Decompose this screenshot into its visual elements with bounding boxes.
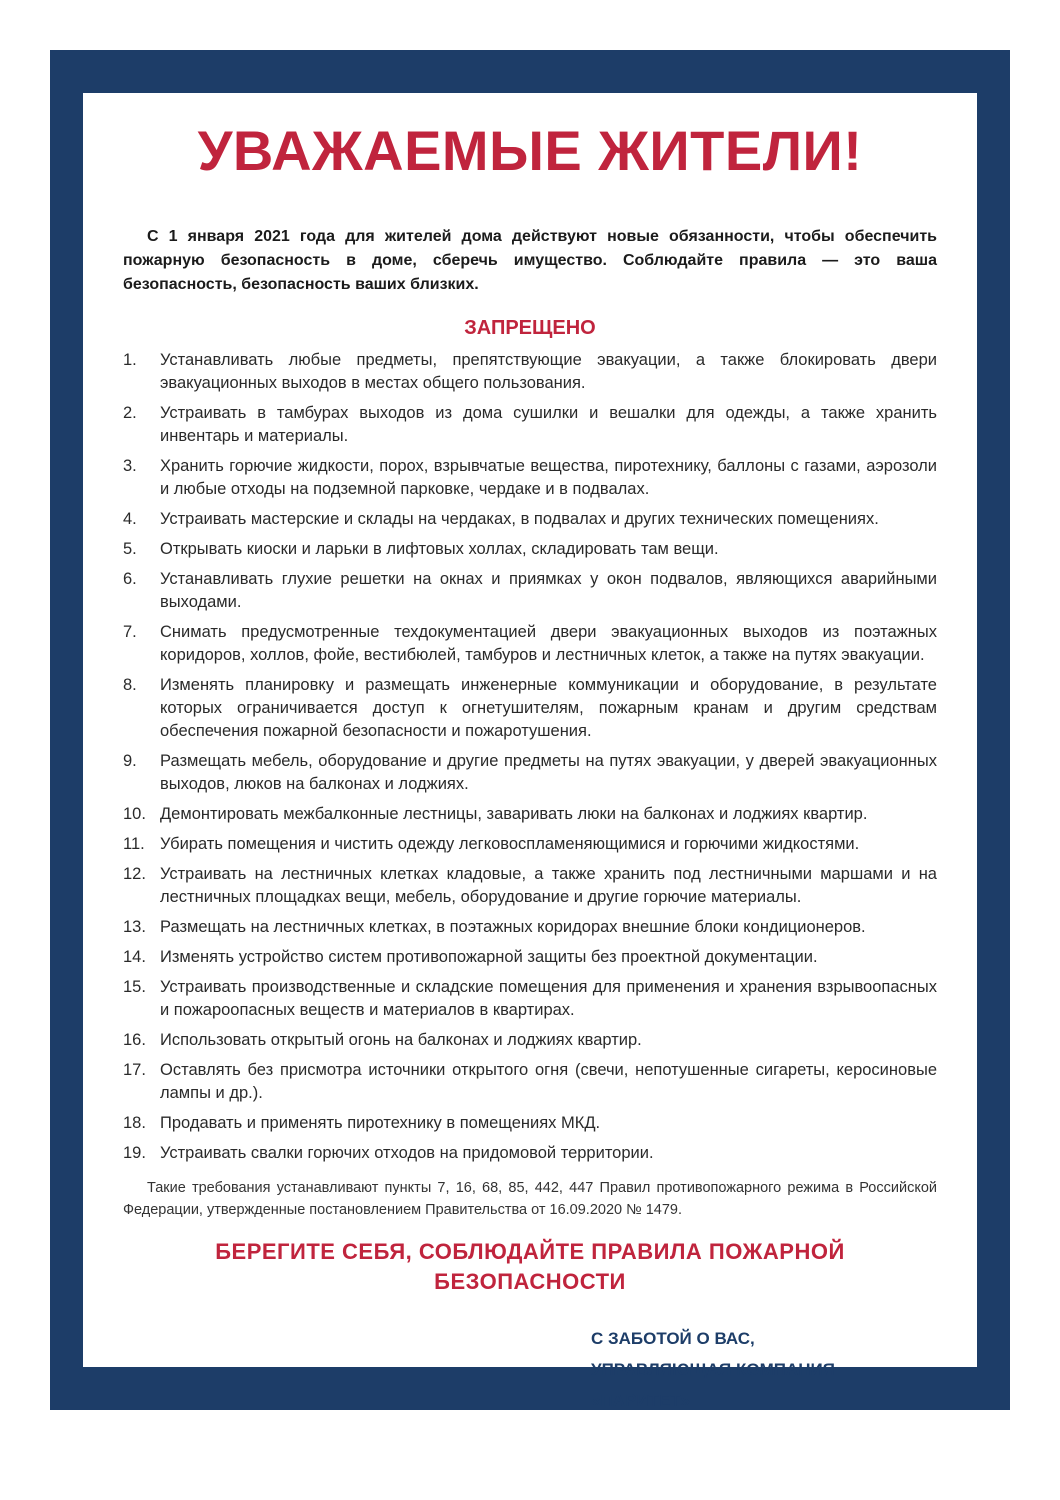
signature <box>591 1323 937 1416</box>
list-item-number: 2. <box>123 404 137 422</box>
intro-paragraph: С 1 января 2021 года для жителей дома действуют новые обязанности, чтобы обеспечить пожарную безопасность в доме, сберечь имущество. Соблюдайте правила — это ваша безопасность, безопасность ваших близких. <box>123 228 937 293</box>
list-item-text: Хранить горючие жидкости, порох, взрывчатые вещества, пиротехнику, баллоны с газами, аэрозоли и любые отходы на подземной парковке, чердаке и в подвалах. <box>160 457 937 498</box>
list-item <box>123 568 937 614</box>
list-item <box>123 508 937 531</box>
list-item-number: 12. <box>123 865 146 883</box>
list-item <box>123 863 937 909</box>
list-item-number: 10. <box>123 805 146 823</box>
list-item-number: 16. <box>123 1031 146 1049</box>
list-item <box>123 750 937 796</box>
signature-line-2: УПРАВЛЯЮЩАЯ КОМПАНИЯ «ПАРИТЕТ» <box>591 1360 835 1410</box>
legal-note: Такие требования устанавливают пункты 7, 16, 68, 85, 442, 447 Правил противопожарного режима в Российской Федерации, утвержденные постановлением Правительства от 16.09.2020 № 1479. <box>123 1180 937 1218</box>
list-item <box>123 621 937 667</box>
poster-title: УВАЖАЕМЫЕ ЖИТЕЛИ! <box>197 119 863 182</box>
list-item <box>123 1112 937 1135</box>
list-item-text: Устраивать мастерские и склады на чердаках, в подвалах и других технических помещениях. <box>160 510 879 528</box>
list-item-number: 8. <box>123 676 137 694</box>
section-heading: ЗАПРЕЩЕНО <box>464 317 596 339</box>
list-item-number: 19. <box>123 1144 146 1162</box>
list-item-number: 17. <box>123 1061 146 1079</box>
list-item-number: 7. <box>123 623 137 641</box>
list-item-text: Использовать открытый огонь на балконах и лоджиях квартир. <box>160 1031 642 1049</box>
list-item-text: Устанавливать глухие решетки на окнах и приямках у окон подвалов, являющихся аварийными выходами. <box>160 570 937 611</box>
list-item-text: Снимать предусмотренные техдокументацией двери эвакуационных выходов из поэтажных коридоров, холлов, фойе, вестибюлей, тамбуров и лестничных клеток, а также на путях эвакуации. <box>160 623 937 664</box>
list-item-text: Размещать на лестничных клетках, в поэтажных коридорах внешние блоки кондиционеров. <box>160 918 866 936</box>
list-item <box>123 455 937 501</box>
list-item-text: Размещать мебель, оборудование и другие предметы на путях эвакуации, у дверей эвакуационных выходов, люков на балконах и лоджиях. <box>160 752 937 793</box>
slogan: БЕРЕГИТЕ СЕБЯ, СОБЛЮДАЙТЕ ПРАВИЛА ПОЖАРНОЙ БЕЗОПАСНОСТИ <box>215 1239 845 1294</box>
list-item-number: 1. <box>123 351 137 369</box>
list-item-number: 18. <box>123 1114 146 1132</box>
list-item <box>123 538 937 561</box>
list-item <box>123 946 937 969</box>
list-item-number: 6. <box>123 570 137 588</box>
list-item-text: Демонтировать межбалконные лестницы, заваривать люки на балконах и лоджиях квартир. <box>160 805 868 823</box>
list-item-text: Убирать помещения и чистить одежду легковоспламеняющимися и горючими жидкостями. <box>160 835 860 853</box>
list-item-text: Устанавливать любые предметы, препятствующие эвакуации, а также блокировать двери эвакуационных выходов в местах общего пользования. <box>160 351 937 392</box>
list-item-text: Устраивать в тамбурах выходов из дома сушилки и вешалки для одежды, а также хранить инвентарь и материалы. <box>160 404 937 445</box>
list-item <box>123 1029 937 1052</box>
list-item-text: Оставлять без присмотра источники открытого огня (свечи, непотушенные сигареты, керосиновые лампы и др.). <box>160 1061 937 1102</box>
list-item-number: 14. <box>123 948 146 966</box>
list-item-text: Устраивать производственные и складские помещения для применения и хранения взрывоопасных и пожароопасных веществ и материалов в квартирах. <box>160 978 937 1019</box>
list-item-number: 11. <box>123 835 145 853</box>
list-item-text: Продавать и применять пиротехнику в помещениях МКД. <box>160 1114 601 1132</box>
list-item-text: Изменять планировку и размещать инженерные коммуникации и оборудование, в результате которых ограничивается доступ к огнетушителям, пожарным кранам и другим средствам обеспечения пожарной безопасности и пожаротушения. <box>160 676 937 740</box>
poster-sheet <box>83 93 977 1410</box>
list-item <box>123 349 937 395</box>
list-item-text: Изменять устройство систем противопожарной защиты без проектной документации. <box>160 948 818 966</box>
list-item-number: 13. <box>123 918 146 936</box>
list-item <box>123 1059 937 1105</box>
list-item-number: 3. <box>123 457 137 475</box>
list-item <box>123 1142 937 1165</box>
list-item-number: 9. <box>123 752 137 770</box>
list-item-number: 5. <box>123 540 137 558</box>
list-item-text: Устраивать свалки горючих отходов на придомовой территории. <box>160 1144 654 1162</box>
list-item <box>123 833 937 856</box>
list-item-number: 15. <box>123 978 146 996</box>
signature-line-1: С ЗАБОТОЙ О ВАС, <box>591 1329 755 1348</box>
list-item <box>123 803 937 826</box>
list-item <box>123 916 937 939</box>
list-item-number: 4. <box>123 510 137 528</box>
rules-list <box>123 349 937 1165</box>
list-item <box>123 976 937 1022</box>
list-item <box>123 674 937 743</box>
list-item-text: Устраивать на лестничных клетках кладовые, а также хранить под лестничными маршами и на лестничных площадках вещи, мебель, оборудование и другие горючие материалы. <box>160 865 937 906</box>
list-item <box>123 402 937 448</box>
list-item-text: Открывать киоски и ларьки в лифтовых холлах, складировать там вещи. <box>160 540 719 558</box>
